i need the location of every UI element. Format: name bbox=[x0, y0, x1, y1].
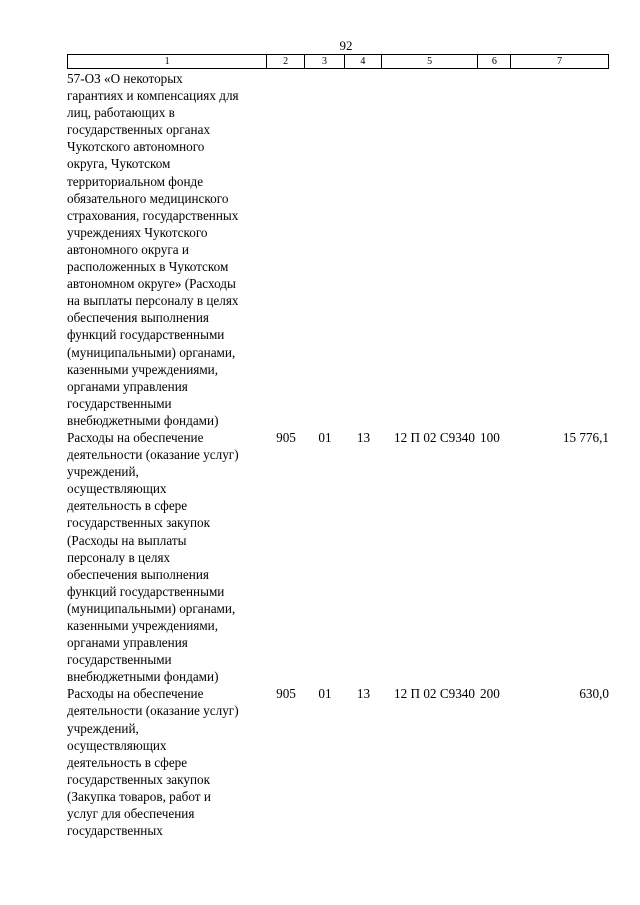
row-amount: 630,0 bbox=[579, 686, 609, 702]
table-header bbox=[67, 54, 609, 69]
row-expense-type: 100 bbox=[480, 429, 500, 445]
column-header-4: 4 bbox=[345, 55, 382, 68]
column-header-3: 3 bbox=[305, 55, 345, 68]
row-description: 57-ОЗ «О некоторых гарантиях и компенсациях для лиц, работающих в государственных органах Чукотского автономного округа, Чукотском территориальном фонде обязательного медицинского страхования, государственных учреждениях Чукотского автономного округа и расположенных в Чукотском автономном округе» (Расходы на выплаты персоналу в целях обеспечения выполнения функций государственными (муниципальными) органами, казенными учреждениями, органами управления государственными внебюджетными фондами) bbox=[67, 71, 239, 428]
row-target-article: 12 П 02 С9340 bbox=[394, 429, 475, 445]
row-ministry-code: 905 bbox=[276, 429, 296, 445]
row-expense-type: 200 bbox=[480, 686, 500, 702]
row-section-code: 01 bbox=[318, 686, 332, 702]
row-description: Расходы на обеспечение деятельности (оказание услуг) учреждений, осуществляющих деятельность в сфере государственных закупок (Расходы на выплаты персоналу в целях обеспечения выполнения функций государственными (муниципальными) органами, казенными учреждениями, органами управления государственными внебюджетными фондами) bbox=[67, 429, 239, 685]
row-description: Расходы на обеспечение деятельности (оказание услуг) учреждений, осуществляющих деятельность в сфере государственных закупок (Закупка товаров, работ и услуг для обеспечения государственных bbox=[67, 686, 239, 839]
column-header-7: 7 bbox=[557, 56, 563, 67]
row-ministry-code: 905 bbox=[276, 686, 296, 702]
row-target-article: 12 П 02 С9340 bbox=[394, 686, 475, 702]
page-number: 92 bbox=[339, 38, 353, 53]
column-header-1: 1 bbox=[68, 55, 267, 68]
row-subsection-code: 13 bbox=[356, 429, 371, 445]
row-section-code: 01 bbox=[318, 429, 332, 445]
table-row bbox=[67, 429, 609, 685]
column-header-2: 2 bbox=[267, 55, 305, 68]
table-row bbox=[67, 70, 609, 429]
row-subsection-code: 13 bbox=[356, 686, 371, 702]
row-amount: 15 776,1 bbox=[562, 429, 609, 445]
table-row bbox=[67, 685, 609, 839]
table-body bbox=[67, 70, 609, 839]
column-header-6: 6 bbox=[478, 55, 511, 68]
column-header-5: 5 bbox=[382, 55, 479, 68]
